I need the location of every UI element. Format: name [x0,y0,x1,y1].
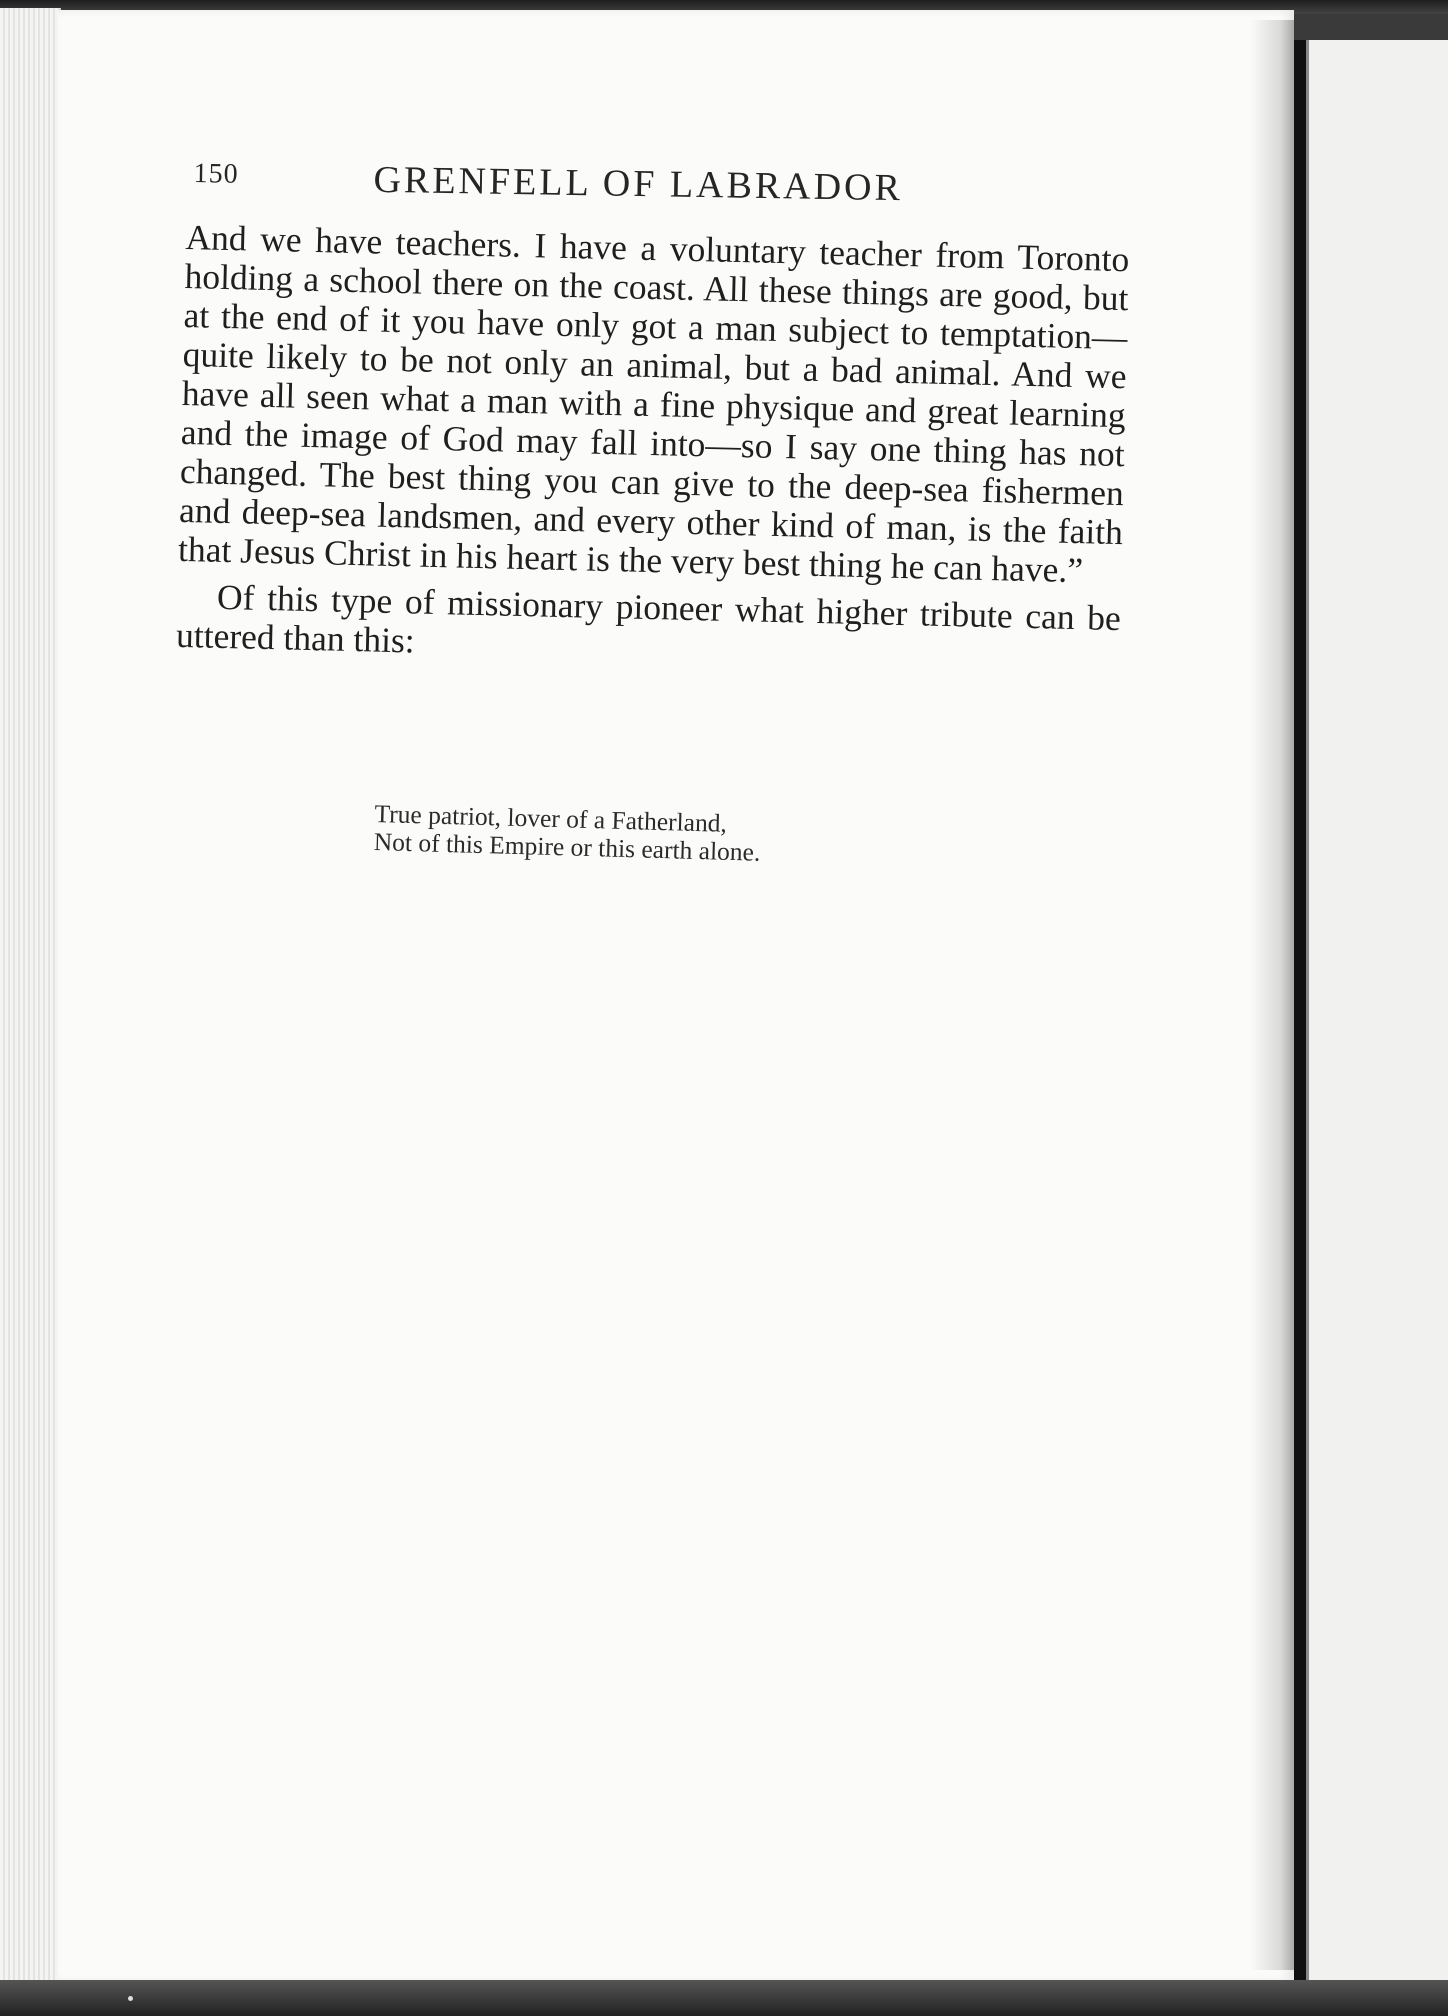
paragraph: And we have teachers. I have a voluntary teacher from Toronto holding a school there on the coast. All these things are good, but at the end of it you have only got a man subject to temptation—quite likely to be not only an animal, but a bad animal. And we have all seen what a man with a fine physique and great learning and the image of God may fall into—so I say one thing has not changed. The best thing you can give to the deep-sea fishermen and deep-sea landsmen, and every other kind of man, is the faith that Jesus Christ in his heart is the very best thing he can have.” [177,217,1130,591]
page-number: 150 [193,157,239,190]
page-stack-edge [0,8,61,1990]
scan-bottom-edge [0,1980,1448,2016]
body-text [176,218,1130,677]
running-title: GRENFELL OF LABRADOR [373,158,904,210]
facing-page-edge [1306,40,1448,1985]
verse-line: Not of this Empire or this earth alone. [373,826,761,867]
running-head [193,150,964,222]
book-gutter [1294,40,1306,1990]
dust-speck [128,1996,133,2001]
page-shadow [1250,20,1294,1970]
paragraph: Of this type of missionary pioneer what higher tribute can be uttered than this: [175,576,1122,661]
verse-line: True patriot, lover of a Fatherland, [374,799,728,838]
